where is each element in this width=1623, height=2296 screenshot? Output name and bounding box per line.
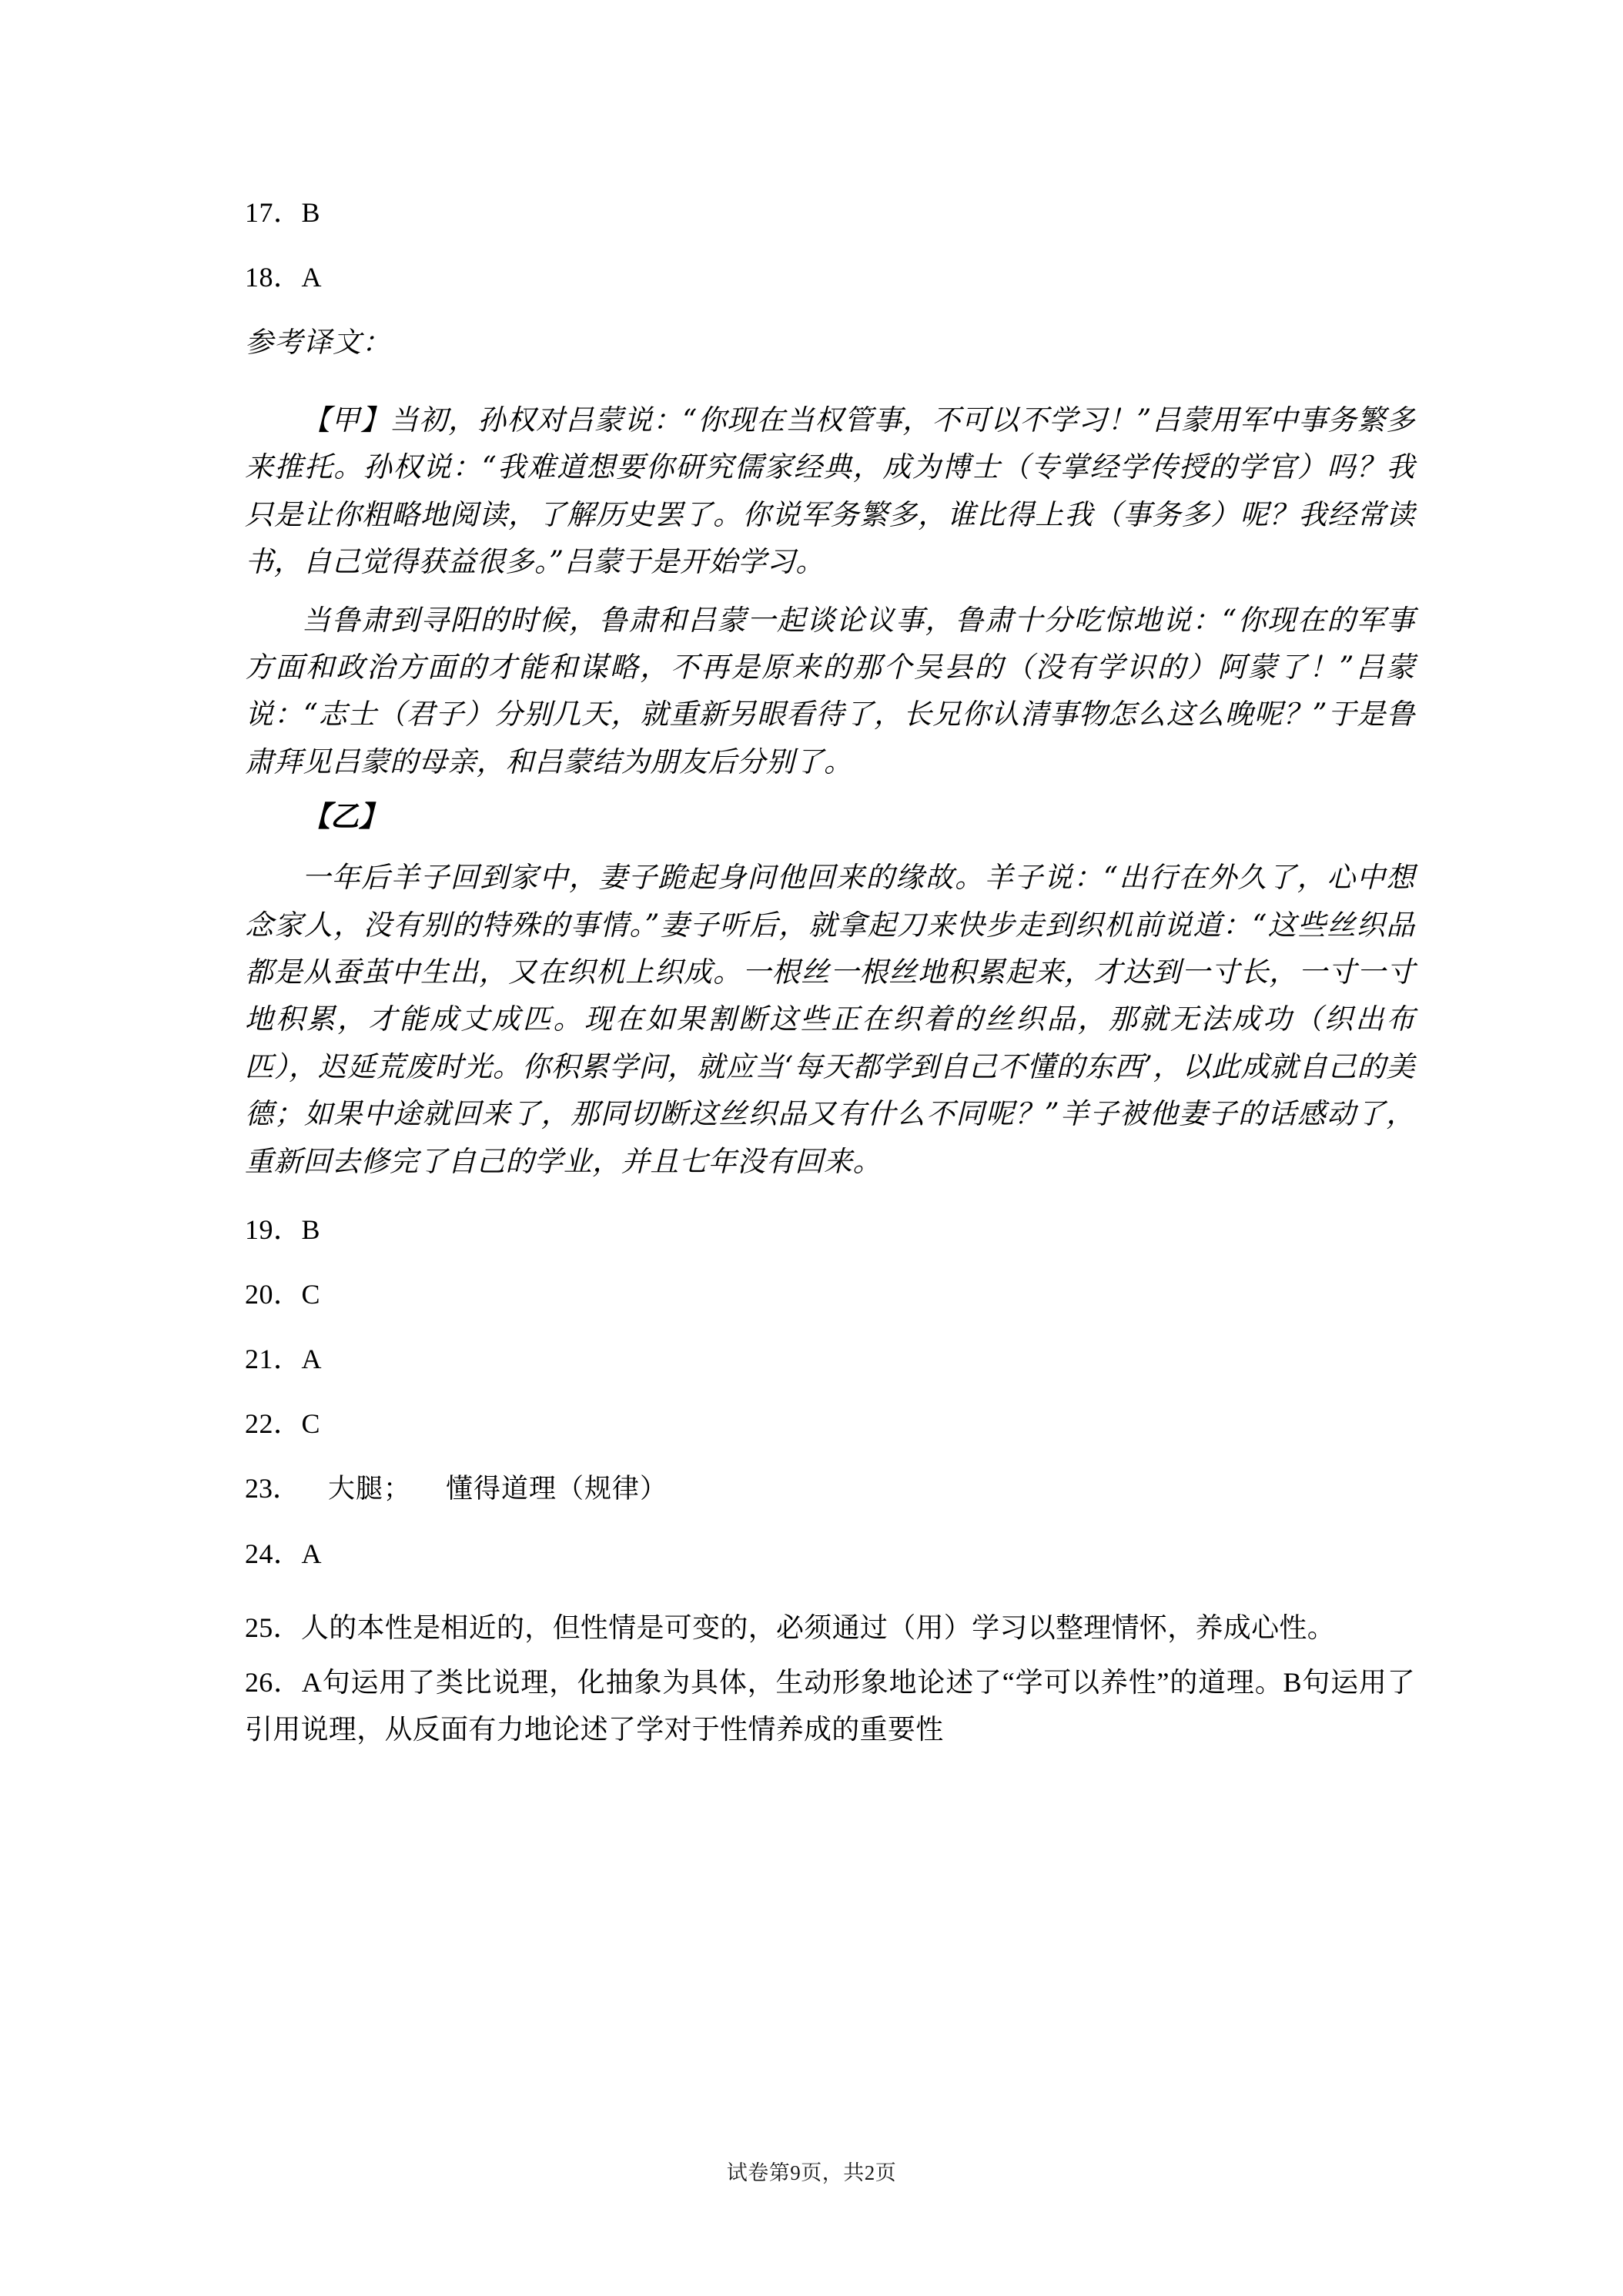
answer-25-number: 25． <box>245 1612 301 1644</box>
answer-line-23 <box>245 1474 1415 1503</box>
translation-paragraph-yi-1: 一年后羊子回到家中，妻子跪起身问他回来的缘故。羊子说：“出行在外久了，心中想念家人，没有别的特殊的事情。”妻子听后，就拿起刀来快步走到织机前说道：“这些丝织品都是从蚕茧中生出，又在织机上织成。一根丝一根丝地积累起来，才达到一寸长，一寸一寸地积累，才能成丈成匹。现在如果割断这些正在织着的丝织品，那就无法成功（织出布匹），迟延荒废时光。你积累学问，就应当‘每天都学到自己不懂的东西’，以此成就自己的美德；如果中途就回来了，那同切断这丝织品又有什么不同呢？”羊子被他妻子的话感动了，重新回去修完了自己的学业，并且七年没有回来。 <box>245 861 1415 1178</box>
reference-translation-heading: 参考译文： <box>245 326 391 359</box>
answer-23-number: 23． <box>245 1473 301 1504</box>
answer-line-24: 24．A <box>245 1538 322 1570</box>
answer-line-19: 19．B <box>245 1214 321 1246</box>
answer-25-body: 人的本性是相近的，但性情是可变的，必须通过（用）学习以整理情怀，养成心性。 <box>300 1612 1336 1644</box>
page-content <box>245 199 1415 1762</box>
answer-line-18: 18．A <box>245 262 322 293</box>
translation-paragraph-jia-1: 【甲】当初，孙权对吕蒙说：“你现在当权管事，不可以不学习！”吕蒙用军中事务繁多来推托。孙权说：“我难道想要你研究儒家经典，成为博士（专掌经学传授的学官）吗？我只是让你粗略地阅读，了解历史罢了。你说军务繁多，谁比得上我（事务多）呢？我经常读书，自己觉得获益很多。”吕蒙于是开始学习。 <box>245 403 1415 579</box>
answer-23-part2: 懂得道理（规律） <box>446 1474 668 1505</box>
page-footer <box>0 2156 1623 2186</box>
answer-line-21: 21．A <box>245 1344 322 1375</box>
answer-26-number: 26． <box>245 1667 302 1699</box>
answer-23-part1: 大腿； <box>328 1474 412 1505</box>
page-footer-text: 试卷第9页，共2页 <box>726 2161 897 2184</box>
translation-section-label-yi: 【乙】 <box>302 799 387 834</box>
answer-line-25 <box>245 1605 1415 1652</box>
answer-26-body: A句运用了类比说理，化抽象为具体，生动形象地论述了“学可以养性”的道理。B句运用了引用说理，从反面有力地论述了学对于性情养成的重要性 <box>245 1667 1415 1745</box>
answer-23-gap <box>300 1473 328 1504</box>
translation-paragraph-jia-2: 当鲁肃到寻阳的时候，鲁肃和吕蒙一起谈论议事，鲁肃十分吃惊地说：“你现在的军事方面和政治方面的才能和谋略，不再是原来的那个吴县的（没有学识的）阿蒙了！”吕蒙说：“志士（君子）分别几天，就重新另眼看待了，长兄你认清事物怎么这么晚呢？”于是鲁肃拜见吕蒙的母亲，和吕蒙结为朋友后分别了。 <box>245 603 1415 778</box>
answer-line-20: 20．C <box>245 1279 321 1310</box>
answer-23-gap2 <box>411 1473 446 1504</box>
answer-line-17: 17．B <box>245 197 321 228</box>
answer-line-26 <box>245 1659 1415 1753</box>
answer-line-22: 22．C <box>245 1408 321 1440</box>
